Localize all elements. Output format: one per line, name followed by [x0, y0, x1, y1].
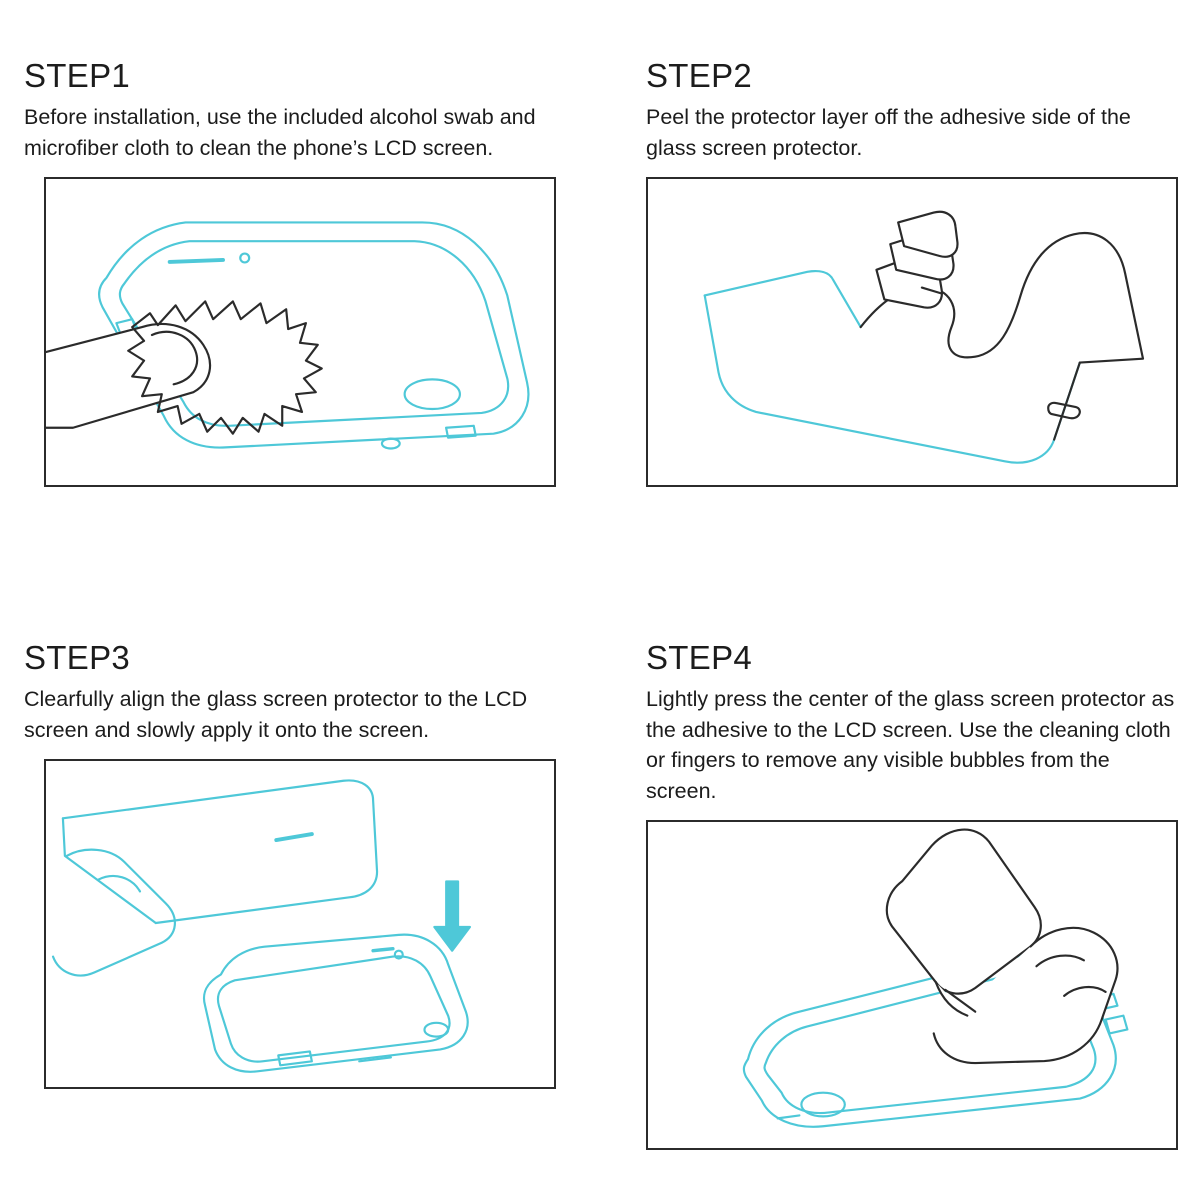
step-2-title: STEP2 — [646, 57, 753, 94]
step-3 — [24, 640, 632, 1200]
step-4 — [646, 640, 1178, 1200]
step-1-figure — [44, 177, 556, 487]
step-1-description: Before installation, use the included alcohol swab and microfiber cloth to clean the phone’s LCD screen. — [24, 105, 536, 160]
step-3-figure — [44, 759, 556, 1089]
step-1-title: STEP1 — [24, 57, 131, 94]
step-4-title: STEP4 — [646, 639, 753, 676]
steps-grid — [24, 58, 1176, 1200]
step-3-title: STEP3 — [24, 639, 131, 676]
step-2-description: Peel the protector layer off the adhesive side of the glass screen protector. — [646, 105, 1131, 160]
step-4-description: Lightly press the center of the glass screen protector as the adhesive to the LCD screen. Use the cleaning cloth or fingers to remove any visible bubbles from the screen. — [646, 687, 1175, 803]
step-2-figure — [646, 177, 1178, 487]
step-3-description: Clearfully align the glass screen protector to the LCD screen and slowly apply it onto the screen. — [24, 687, 528, 742]
step-4-figure — [646, 820, 1178, 1150]
step-2 — [646, 58, 1178, 618]
step-1 — [24, 58, 632, 618]
